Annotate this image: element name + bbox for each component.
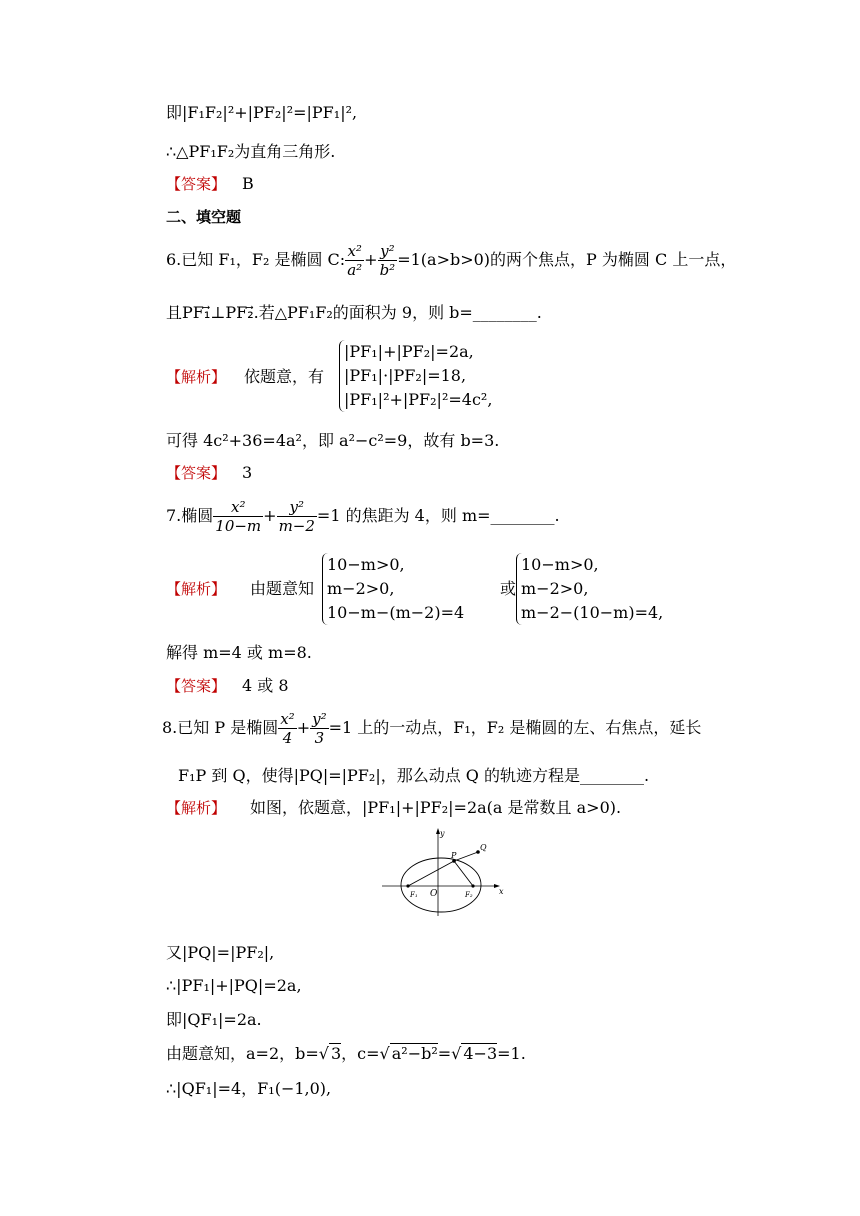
ellipse-figure	[382, 826, 508, 918]
point-p-label: P	[451, 851, 457, 860]
analysis-tag: 【解析】	[166, 799, 227, 817]
or-word: 或	[500, 579, 517, 598]
axis-y-label: y	[440, 829, 445, 838]
answer-line	[166, 462, 252, 484]
question-text: =1 上的一动点，F₁，F₂ 是椭圆的左、右焦点，延长	[328, 718, 702, 737]
fraction: $\frac{\text{y²}}{3}$	[312, 710, 327, 747]
fraction: $\frac{\text{y²}}{m-2}$	[278, 498, 315, 535]
section-heading: 二、填空题	[166, 208, 242, 226]
analysis-line: 【解析】 依题意，有	[166, 367, 325, 386]
question-7: 7.椭圆 $\frac{\text{x²}}{10-m}$ + $\frac{\text{y²}}{m-2}$ =1 的焦距为 4，则 m=________.	[166, 498, 560, 535]
text-line: 即|F₁F₂|²+|PF₂|²=|PF₁|²,	[166, 103, 358, 122]
equation-system: 10−m>0, m−2>0, m−2−(10−m)=4,	[516, 553, 663, 625]
analysis-line: 【解析】 由题意知	[166, 579, 315, 598]
point-f1-label: F₁	[410, 891, 418, 899]
analysis-tag: 【解析】	[166, 368, 227, 386]
analysis-tag: 【解析】	[166, 580, 227, 598]
question-8-line2: F₁P 到 Q，使得|PQ|=|PF₂|，那么动点 Q 的轨迹方程是________.	[178, 766, 650, 785]
fraction: $\frac{\text{x²}}{\text{a²}}$	[347, 242, 363, 279]
result-line: 可得 4c²+36=4a²，即 a²−c²=9，故有 b=3.	[166, 431, 500, 450]
answer-tag: 【答案】	[166, 677, 227, 695]
axis-x-label: x	[499, 887, 504, 896]
fraction: $\frac{\text{y²}}{\text{b²}}$	[379, 242, 396, 279]
question-6: 6.已知 F₁，F₂ 是椭圆 C: $\frac{\text{x²}}{\text{a²}}$ + $\frac{\text{y²}}{\text{b²}}$ =1(a>b>0)的两个焦点，P 为椭圆 C 上一点，	[166, 242, 737, 279]
answer-tag: 【答案】	[166, 175, 227, 193]
fraction: $\frac{\text{x²}}{10-m}$	[215, 498, 262, 535]
equation-system: 10−m>0, m−2>0, 10−m−(m−2)=4	[322, 553, 464, 625]
analysis-line: 【解析】 如图，依题意，|PF₁|+|PF₂|=2a(a 是常数且 a>0).	[166, 798, 622, 817]
text-line: 又|PQ|=|PF₂|,	[166, 943, 275, 962]
question-8: 8.已知 P 是椭圆 $\frac{\text{x²}}{4}$ + $\frac{\text{y²}}{3}$ =1 上的一动点，F₁，F₂ 是椭圆的左、右焦点，延长	[162, 710, 702, 747]
question-text: =1(a>b>0)的两个焦点，P 为椭圆 C 上一点，	[397, 250, 737, 269]
text-line: 即|QF₁|=2a.	[166, 1010, 262, 1029]
answer-value: B	[242, 174, 254, 193]
point-f2-label: F₂	[465, 891, 473, 899]
point-q-label: Q	[480, 843, 487, 852]
abc-line: 由题意知，a=2，b=√ 3，c=√ a²−b²=√ 4−3=1.	[166, 1044, 526, 1063]
result-line: 解得 m=4 或 m=8.	[166, 643, 312, 662]
answer-tag: 【答案】	[166, 464, 227, 482]
equation-system: |PF₁|+|PF₂|=2a, |PF₁|·|PF₂|=18, |PF₁|²+|PF₂|²=4c²,	[339, 340, 492, 412]
question-text: 6.已知 F₁，F₂ 是椭圆 C:	[166, 250, 346, 269]
text-line: ∴|QF₁|=4，F₁(−1,0),	[166, 1079, 332, 1098]
question-text: 7.椭圆	[166, 506, 214, 525]
answer-value: 3	[242, 463, 253, 482]
fraction: $\frac{\text{x²}}{4}$	[280, 710, 295, 747]
question-6-line2: 且PF₁⃗⊥PF₂⃗.若△PF₁F₂的面积为 9，则 b=________.	[166, 303, 542, 322]
answer-line	[166, 675, 289, 697]
origin-label: O	[430, 889, 438, 899]
answer-value: 4 或 8	[242, 676, 289, 695]
question-text: =1 的焦距为 4，则 m=________.	[316, 506, 560, 525]
answer-line	[166, 173, 254, 195]
text-line: ∴△PF₁F₂为直角三角形.	[166, 142, 336, 161]
question-text: 8.已知 P 是椭圆	[162, 718, 279, 737]
text-line: ∴|PF₁|+|PQ|=2a,	[166, 976, 302, 995]
